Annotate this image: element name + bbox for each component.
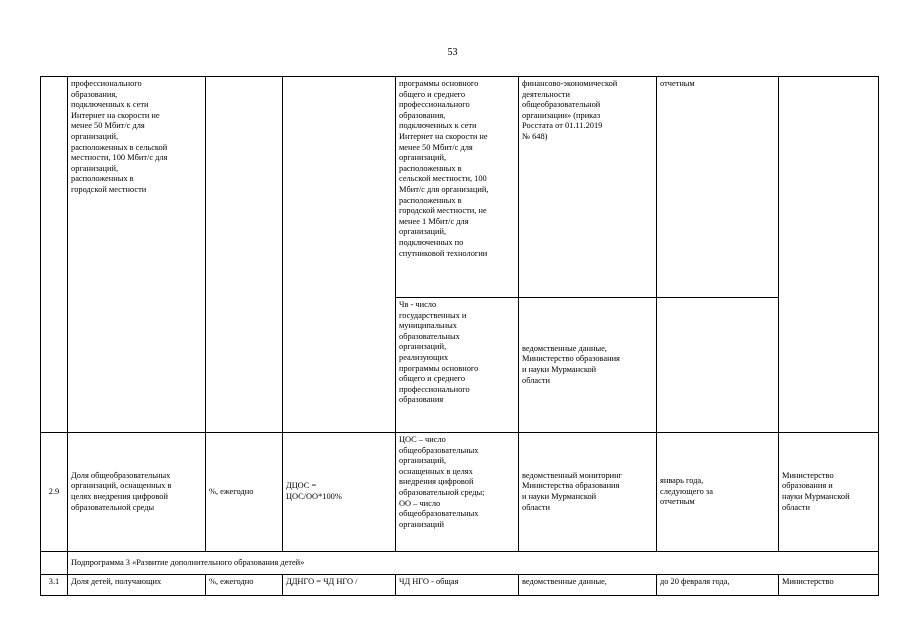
cell-unit: %, ежегодно (209, 577, 254, 586)
table-row-continued (41, 77, 879, 298)
cell-variable-description: Чв - число государственных и муниципальных образовательных организаций, реализующих программы основного общего и среднего профессионального образования (396, 298, 519, 433)
cell-deadline: до 20 февраля года, (660, 577, 730, 586)
cell-number (41, 552, 68, 575)
cell-data-source: ведомственный мониторинг Министерства образования и науки Мурманской области (519, 433, 657, 552)
cell-responsible (779, 77, 879, 433)
indicators-table (40, 76, 879, 596)
cell-number: 3.1 (48, 577, 60, 586)
cell-variable-description: ЧД НГО - общая (399, 577, 459, 586)
cell-responsible: Министерство (782, 577, 834, 586)
subprogram-title: Подпрограмма 3 «Развитие дополнительного образования детей» (68, 552, 879, 575)
cell-deadline: отчетным (657, 77, 779, 298)
subprogram-row (41, 552, 879, 575)
cell-formula: ДДНГО = ЧД НГО / (286, 577, 358, 586)
cell-data-source: финансово-экономической деятельности общеобразовательной организации» (приказ Росстата от 01.11.2019 № 648) (519, 77, 657, 298)
cell-unit: %, ежегодно (206, 433, 283, 552)
cell-indicator: Доля детей, получающих (71, 577, 162, 586)
cell-variable-description: программы основного общего и среднего профессионального образования, подключенных к сети Интернет на скорости не менее 50 Мбит/с для организаций, расположенных в сельской местности, 100 Мбит/с для организаций, расположенных в городской местности, не менее 1 Мбит/с для организаций, подключенных по спутниковой технологии (396, 77, 519, 298)
cell-indicator: профессионального образования, подключенных к сети Интернет на скорости не менее 50 Мбит/с для организаций, расположенных в сельской местности, 100 Мбит/с для организаций, расположенных в городской местности (68, 77, 206, 433)
table-row-3-1 (41, 575, 879, 596)
table-row-2-9 (41, 433, 879, 552)
cell-formula (283, 77, 396, 433)
page-number: 53 (447, 47, 458, 58)
cell-data-source: ведомственные данные, (522, 577, 607, 586)
cell-variable-description: ЦОС – число общеобразовательных организаций, оснащенных в целях внедрения цифровой образовательной среды; ОО – число общеобразовательных организаций (396, 433, 519, 552)
cell-unit (206, 77, 283, 433)
cell-deadline (657, 298, 779, 433)
cell-responsible: Министерство образования и науки Мурманской области (779, 433, 879, 552)
cell-indicator: Доля общеобразовательных организаций, оснащенных в целях внедрения цифровой образовательной среды (68, 433, 206, 552)
cell-formula: ДЦОС = ЦОС/ОО*100% (283, 433, 396, 552)
cell-number (41, 77, 68, 433)
cell-number: 2.9 (41, 433, 68, 552)
cell-data-source: ведомственные данные, Министерство образования и науки Мурманской области (519, 298, 657, 433)
cell-deadline: январь года, следующего за отчетным (657, 433, 779, 552)
